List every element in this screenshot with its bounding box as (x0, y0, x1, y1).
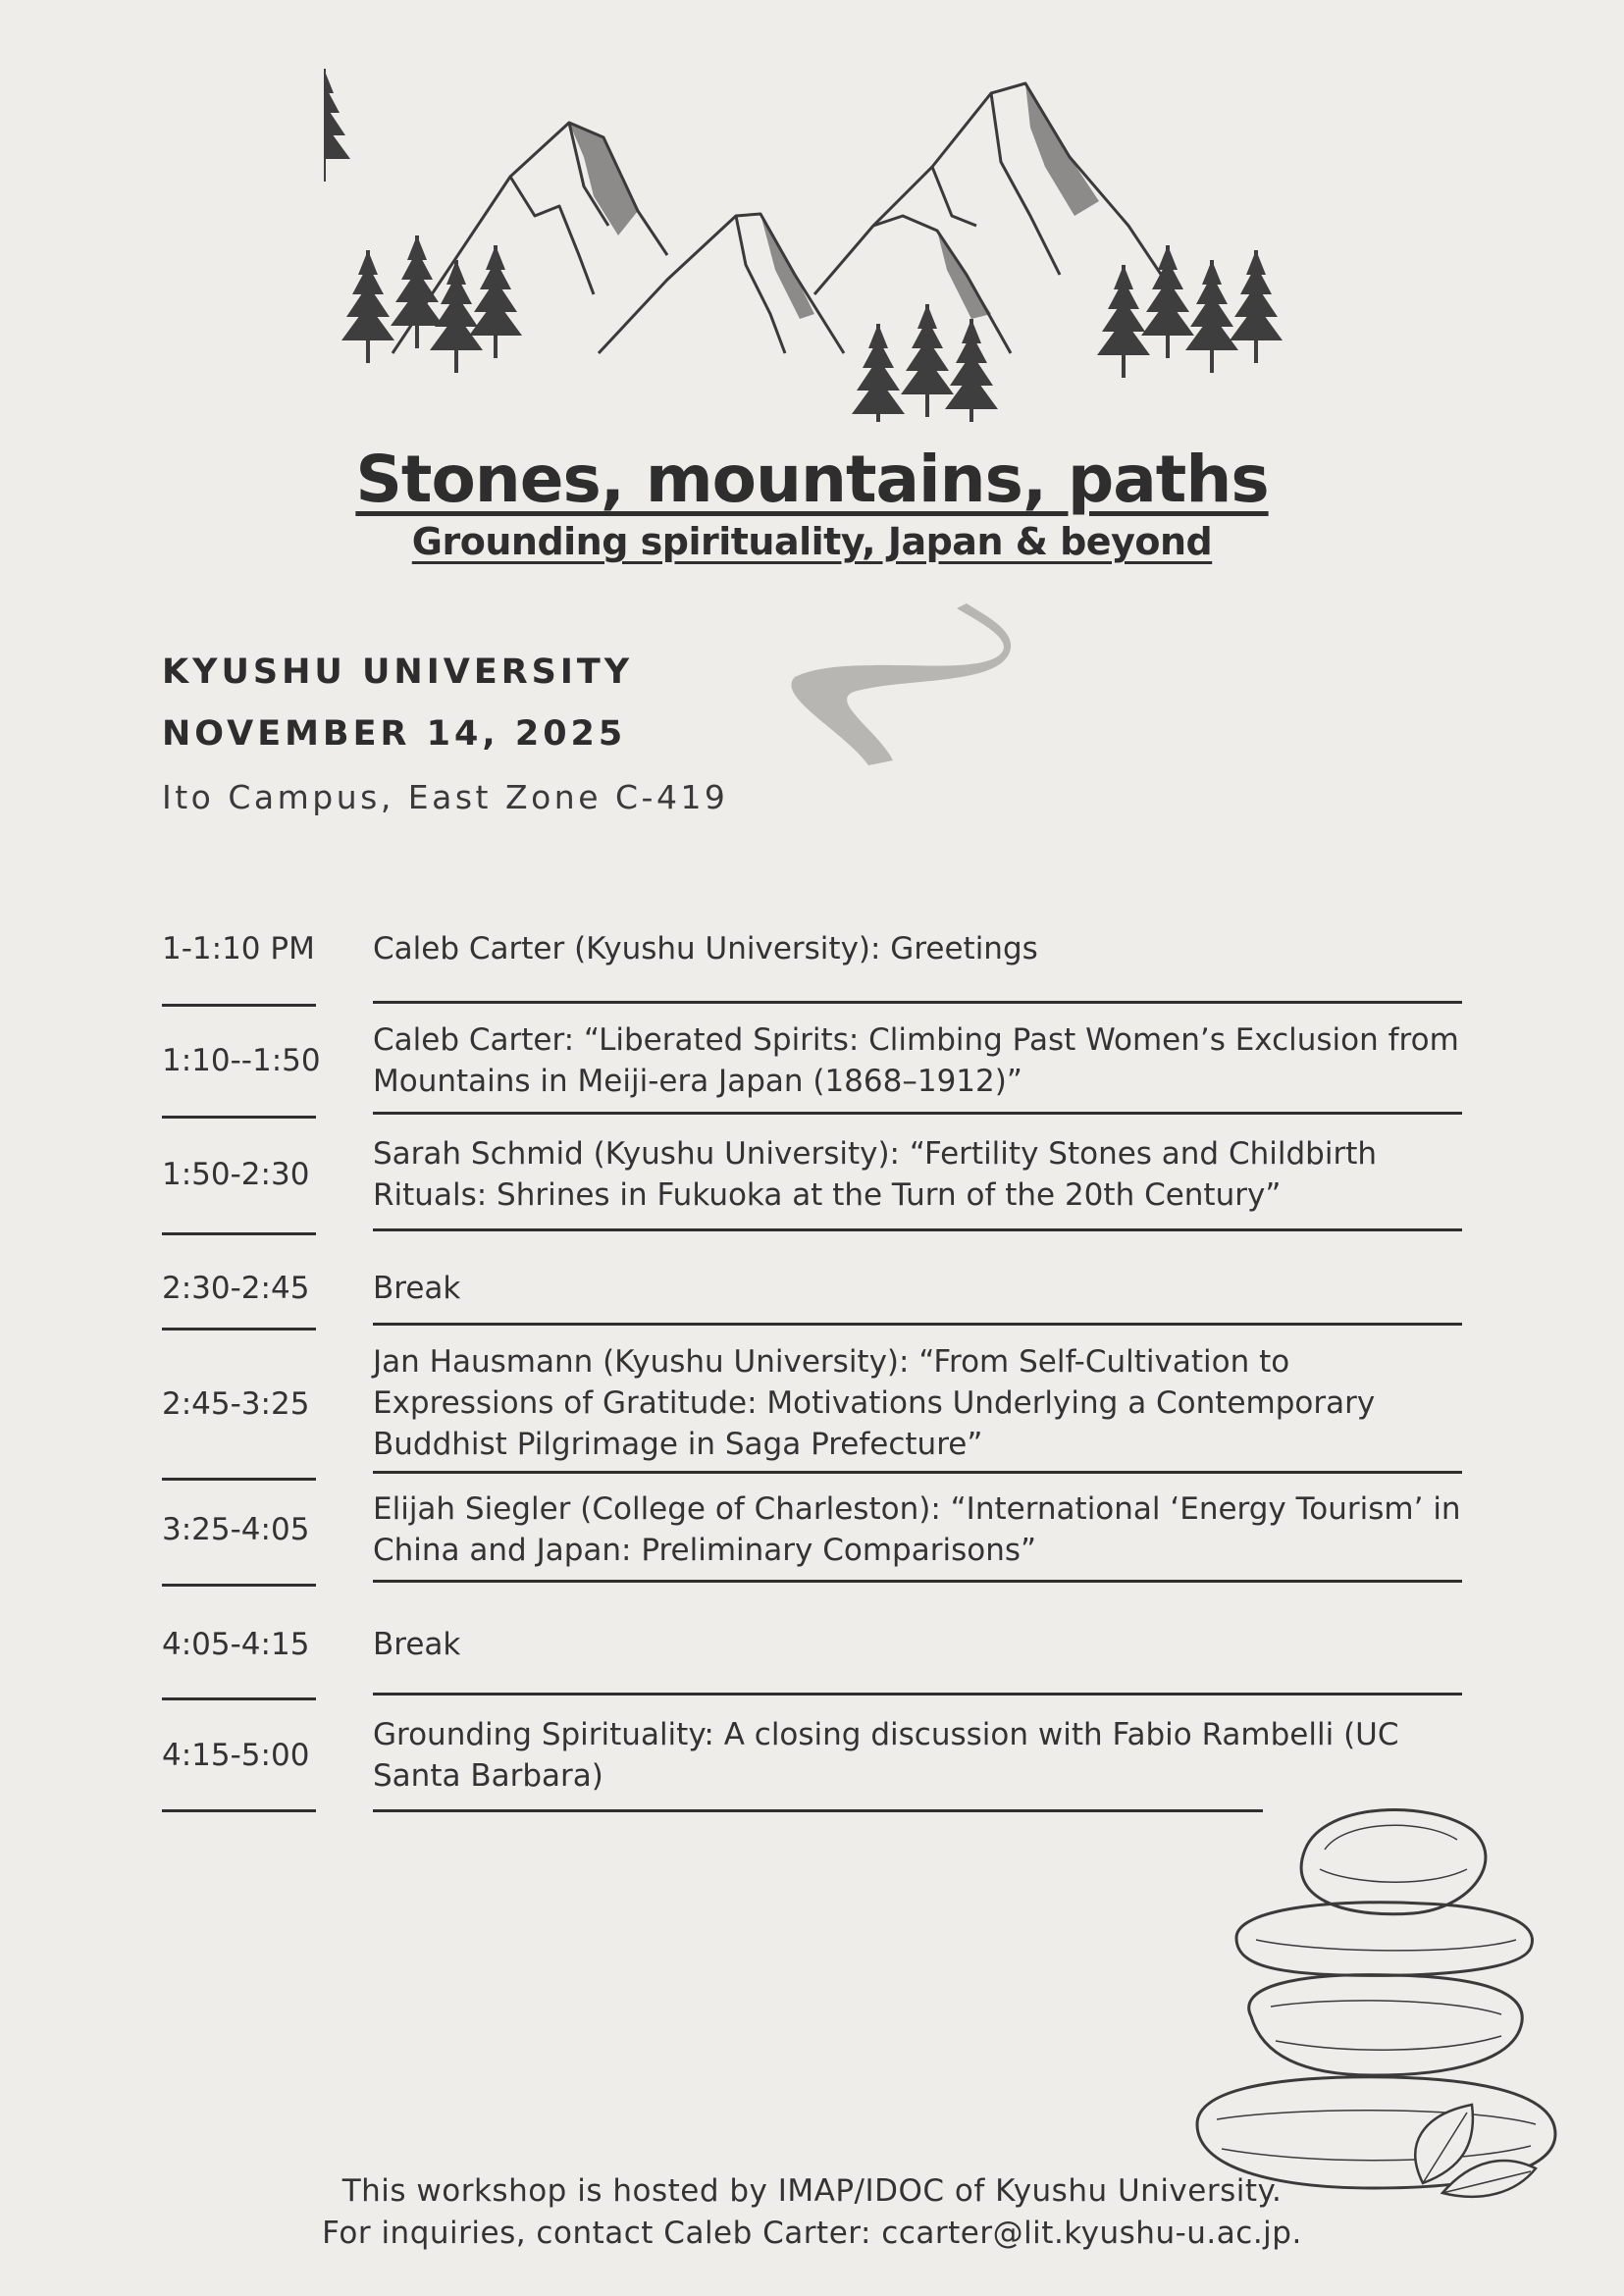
schedule-time: 3:25-4:05 (162, 1512, 310, 1547)
schedule-time: 1-1:10 PM (162, 931, 315, 966)
divider (162, 1328, 316, 1331)
winding-path-icon (785, 603, 1021, 770)
schedule-item: Break (373, 1271, 461, 1306)
schedule-time: 2:45-3:25 (162, 1386, 310, 1422)
schedule-item: Sarah Schmid (Kyushu University): “Fertility Stones and Childbirth Rituals: Shrines in Fukuoka at the Turn of the 20th Century” (373, 1136, 1377, 1213)
divider (373, 1809, 1263, 1812)
event-date: NOVEMBER 14, 2025 (162, 714, 627, 754)
divider (373, 1693, 1462, 1696)
divider (162, 1478, 316, 1481)
divider (373, 1228, 1462, 1231)
schedule-time: 2:30-2:45 (162, 1271, 310, 1306)
event-room: Ito Campus, East Zone C-419 (162, 778, 729, 816)
mountains-illustration (324, 69, 1305, 422)
divider (162, 1232, 316, 1235)
schedule-time: 1:50-2:30 (162, 1157, 310, 1192)
event-title: Stones, mountains, paths (355, 442, 1269, 517)
divider (162, 1004, 316, 1007)
footer-contact: For inquiries, contact Caleb Carter: ccarter@lit.kyushu-u.ac.jp. (322, 2216, 1302, 2251)
divider (373, 1580, 1462, 1583)
schedule-item: Grounding Spirituality: A closing discussion with Fabio Rambelli (UC Santa Barbara) (373, 1717, 1399, 1794)
schedule-time: 4:05-4:15 (162, 1627, 310, 1662)
stacked-stones-icon (1178, 1791, 1570, 2203)
schedule-time: 4:15-5:00 (162, 1738, 310, 1773)
divider (162, 1809, 316, 1812)
schedule-item: Break (373, 1627, 461, 1662)
schedule-item: Caleb Carter (Kyushu University): Greetings (373, 931, 1038, 966)
divider (162, 1584, 316, 1587)
institution: KYUSHU UNIVERSITY (162, 652, 634, 692)
schedule-item: Elijah Siegler (College of Charleston): “International ‘Energy Tourism’ in China and Japan: Preliminary Comparisons” (373, 1491, 1461, 1568)
divider (373, 1471, 1462, 1474)
schedule-time: 1:10--1:50 (162, 1043, 321, 1078)
schedule-item: Jan Hausmann (Kyushu University): “From Self-Cultivation to Expressions of Gratitude: Motivations Underlying a Contemporary Buddhist Pilgrimage in Saga Prefecture” (373, 1344, 1376, 1462)
divider (162, 1116, 316, 1119)
schedule-item: Caleb Carter: “Liberated Spirits: Climbing Past Women’s Exclusion from Mountains in Meiji-era Japan (1868–1912)” (373, 1022, 1459, 1099)
divider (373, 1323, 1462, 1326)
divider (162, 1697, 316, 1700)
divider (373, 1112, 1462, 1115)
event-subtitle: Grounding spirituality, Japan & beyond (411, 520, 1213, 563)
footer-host: This workshop is hosted by IMAP/IDOC of Kyushu University. (341, 2173, 1283, 2209)
divider (373, 1001, 1462, 1004)
